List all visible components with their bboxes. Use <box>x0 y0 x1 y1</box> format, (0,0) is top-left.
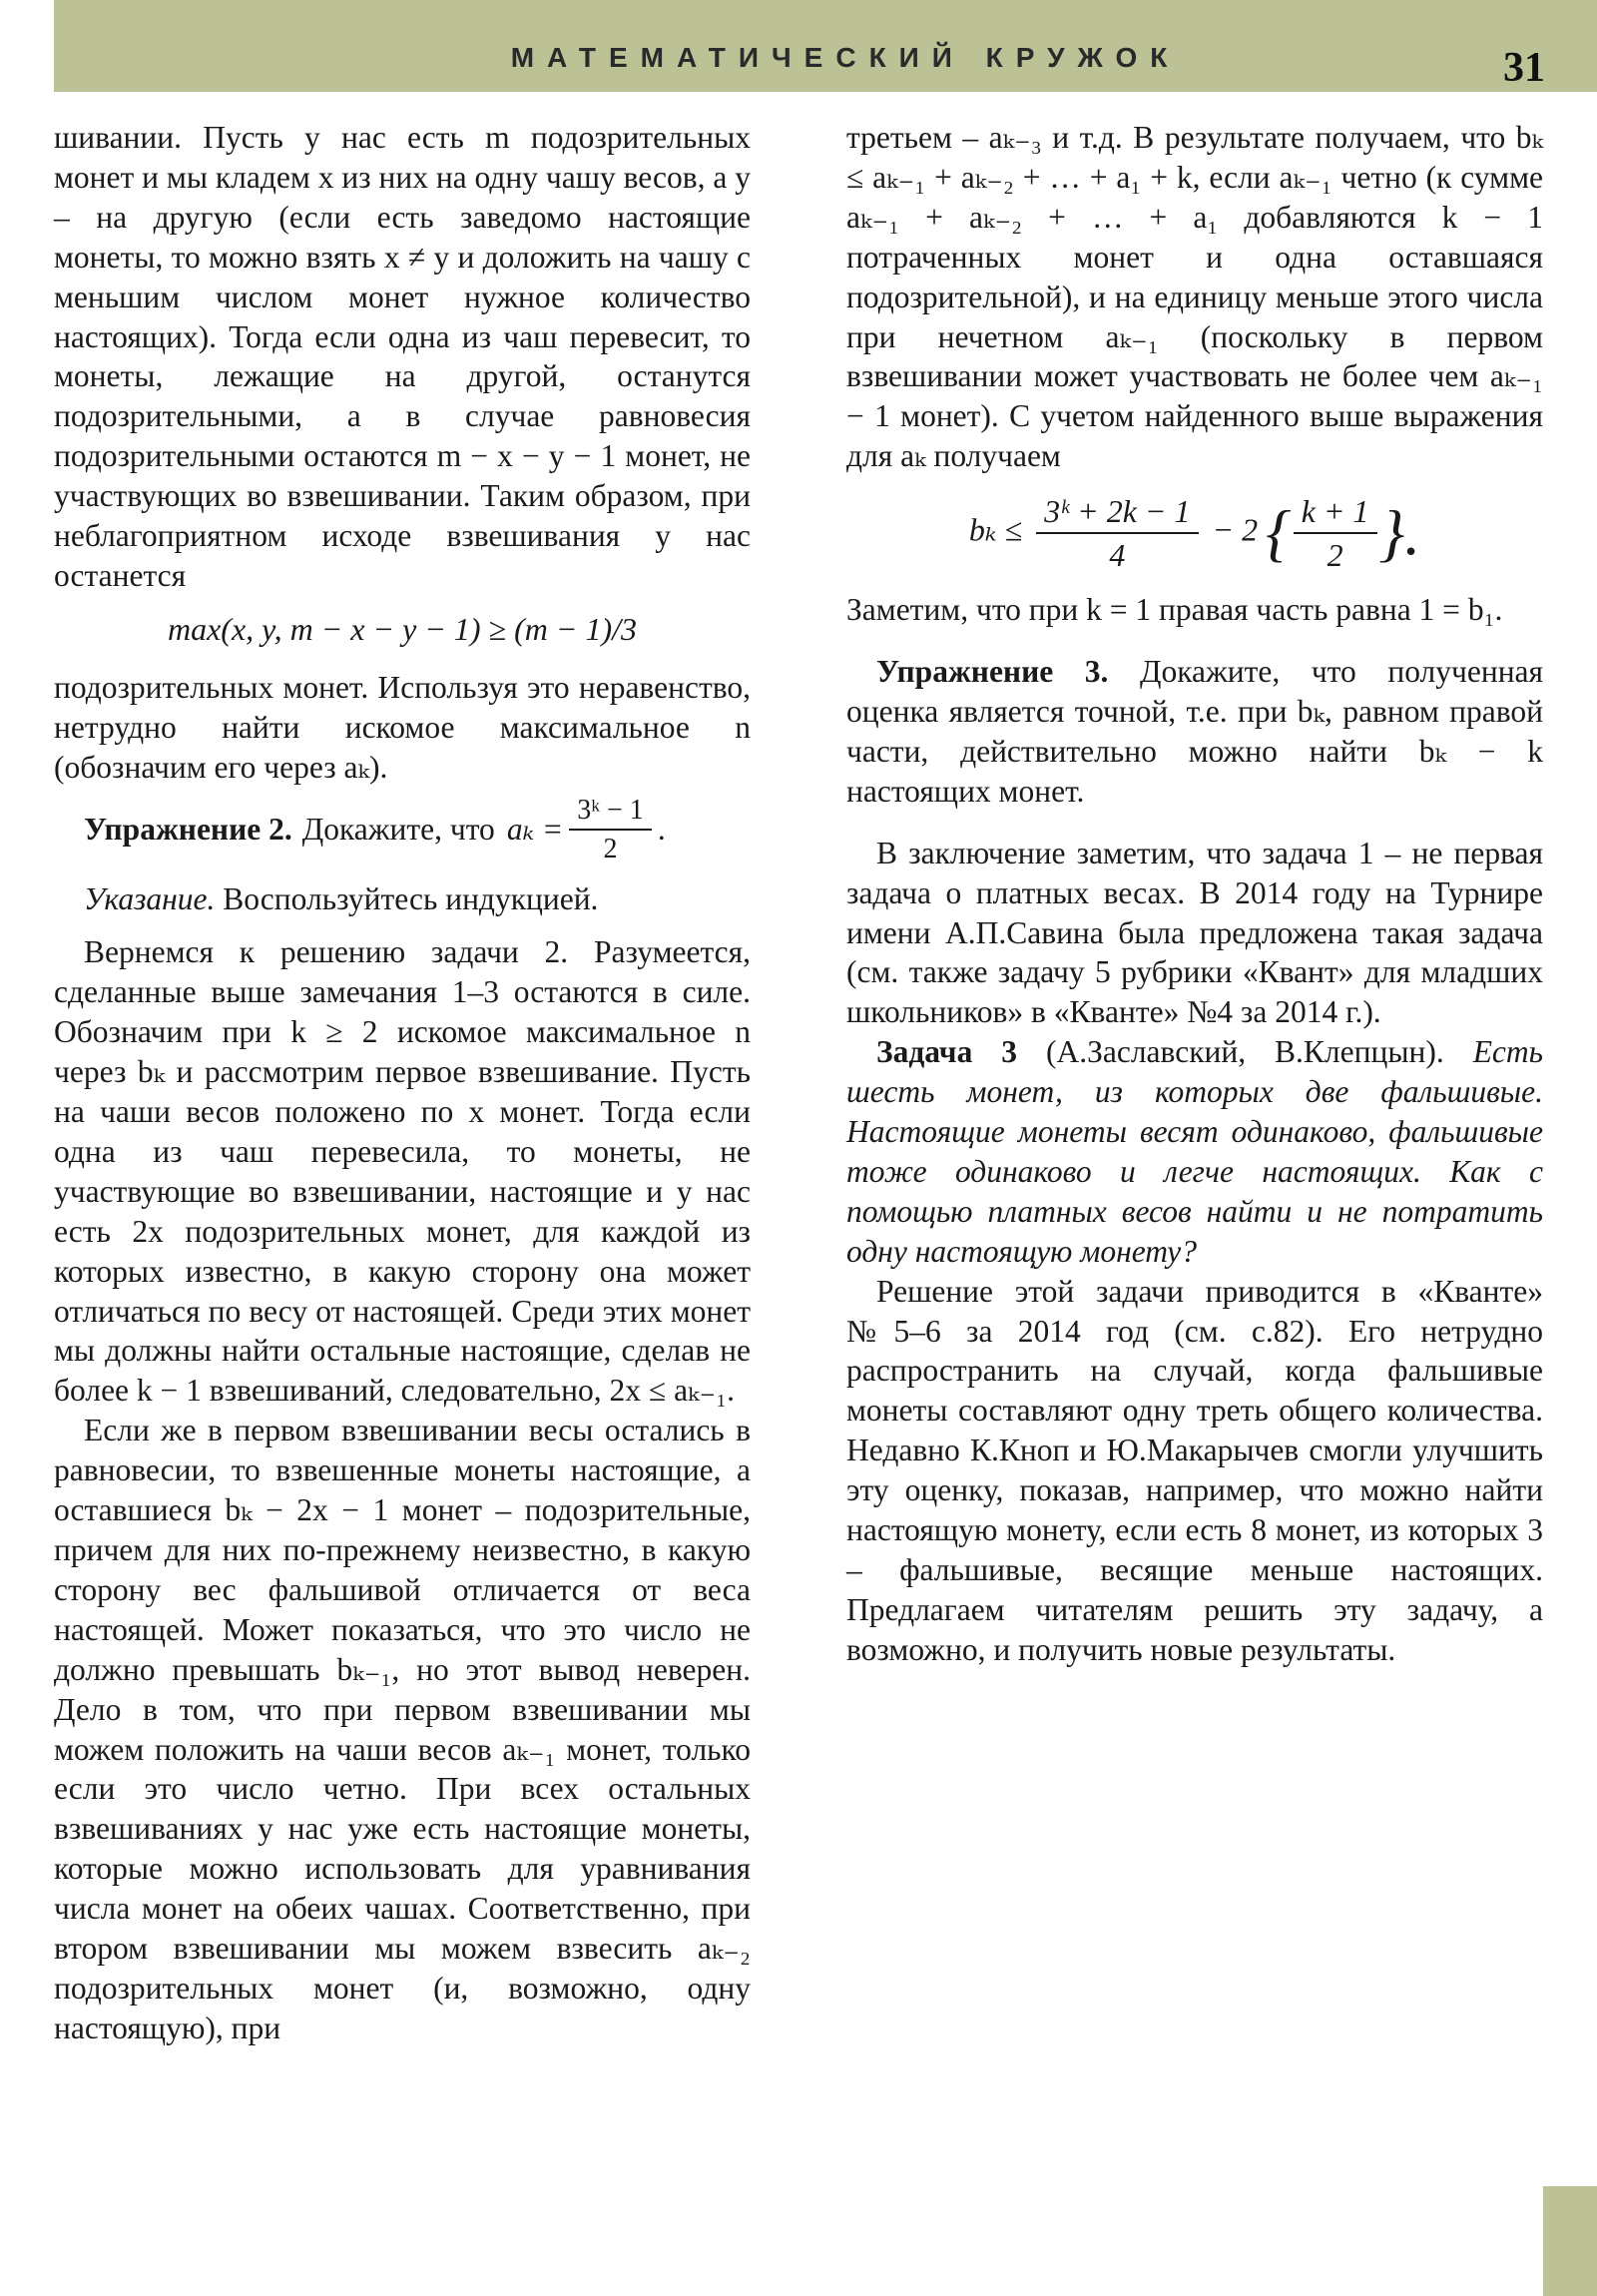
exercise-3 <box>846 652 1543 812</box>
exercise-3-text: Докажите, что полученная оценка является точной, т.е. при bₖ, равном правой части, действительно можно найти bₖ − k настоящих монет. <box>846 654 1544 809</box>
formula-brace-open: { <box>1266 497 1292 569</box>
exercise-2-text: Докажите, что <box>301 811 495 847</box>
exercise-2-label: Упражнение 2. <box>84 811 292 847</box>
right-column <box>846 118 1543 1670</box>
right-paragraph-2: Заметим, что при k = 1 правая часть равна 1 = b₁. <box>846 592 1503 628</box>
exercise-2-lhs: aₖ = <box>506 811 564 847</box>
left-paragraph-1: шивании. Пусть у нас есть m подозрительных монет и мы кладем x из них на одну чашу весов, а y – на другую (если есть заведомо настоящие монеты, то можно взять x ≠ y и доложить на чашу с меньшим числом монет нужное количество настоящих). Тогда если одна из чаш перевесит, то монеты, лежащие на другой, останутся подозрительными, а в случае равновесия подозрительными остаются m − x − y − 1 монет, не участвующих во взвешивании. Таким образом, при неблагоприятном исходе взвешивания у нас останется <box>54 120 752 593</box>
formula-brace-numerator: k + 1 <box>1294 492 1377 534</box>
exercise-3-label: Упражнение 3. <box>876 654 1109 690</box>
formula-max: max(x, y, m − x − y − 1) ≥ (m − 1)/3 <box>167 610 638 647</box>
right-paragraph-1: третьем – aₖ₋₃ и т.д. В результате получаем, что bₖ ≤ aₖ₋₁ + aₖ₋₂ + … + a₁ + k, если aₖ₋₁ четно (к сумме aₖ₋₁ + aₖ₋₂ + … + a₁ добавляются k − 1 потраченных монет и одна оставшаяся подозрительной), и на единицу меньше этого числа при нечетном aₖ₋₁ (поскольку в первом взвешивании может участвовать не более чем aₖ₋₁ − 1 монет). С учетом найденного выше выражения для aₖ получаем <box>846 120 1543 474</box>
right-paragraph-4: Решение этой задачи приводится в «Кванте» №5–6 за 2014 год (см. с.82). Его нетрудно распространить на случай, когда фальшивые монеты составляют одну треть общего количества. Недавно К.Кноп и Ю.Макарычев смогли улучшить эту оценку, показав, например, что можно найти настоящую монету, если есть 8 монет, из которых 3 – фальшивые, весящие меньше настоящих. Предлагаем читателям решить эту задачу, а возможно, и получить новые результаты. <box>846 1273 1543 1667</box>
right-paragraph-3: В заключение заметим, что задача 1 – не первая задача о платных весах. В 2014 году на Турнире имени А.П.Савина была предложена такая задача (см. также задачу 5 рубрики «Квант» для младших школьников» в «Кванте» №4 за 2014 г.). <box>846 835 1543 1030</box>
formula-bk-fraction <box>1036 492 1198 574</box>
formula-bk-minus: − 2 <box>1212 511 1259 548</box>
corner-decoration <box>1543 2186 1597 2296</box>
problem-3-text: Есть шесть монет, из которых две фальшивые. Настоящие монеты весят одинаково, фальшивые тоже одинаково и легче настоящих. Как с помощью платных весов найти и не потратить одну настоящую монету? <box>846 1034 1543 1269</box>
hint-label: Указание. <box>84 880 216 916</box>
exercise-2-fraction <box>569 794 652 865</box>
formula-brace-denominator: 2 <box>1327 537 1343 574</box>
left-column <box>54 118 751 2048</box>
formula-brace-close: }. <box>1378 497 1421 569</box>
formula-bk-numerator: 3ᵏ + 2k − 1 <box>1036 492 1198 534</box>
page-number: 31 <box>1503 45 1545 91</box>
hint <box>54 879 751 919</box>
left-paragraph-4: Если же в первом взвешивании весы остались в равновесии, то взвешенные монеты настоящие, а оставшиеся bₖ − 2x − 1 монет – подозрительные, причем для них по-прежнему неизвестно, в какую сторону вес фальшивой отличается от веса настоящей. Может показаться, что это число не должно превышать bₖ₋₁, но этот вывод неверен. Дело в том, что при первом взвешивании мы можем положить на чаши весов aₖ₋₁ монет, только если это число четно. При всех остальных взвешиваниях у нас уже есть настоящие монеты, которые можно использовать для уравнивания числа монет на обеих чашах. Соответственно, при втором взвешивании мы можем взвесить aₖ₋₂ подозрительных монет (и, возможно, одну настоящую), при <box>54 1413 751 2045</box>
hint-text: Воспользуйтесь индукцией. <box>223 880 599 916</box>
section-title: МАТЕМАТИЧЕСКИЙ КРУЖОК <box>510 42 1181 73</box>
left-paragraph-3: Вернемся к решению задачи 2. Разумеется, сделанные выше замечания 1–3 остаются в силе. Обозначим при k ≥ 2 искомое максимальное n через bₖ и рассмотрим первое взвешивание. Пусть на чаши весов положено по x монет. Тогда если одна из чаш перевесила, то монеты, не участвующие во взвешивании, настоящие и у нас есть 2x подозрительных монет, для каждой из которых известно, в какую сторону она может отличаться по весу от настоящей. Среди этих монет мы должны найти остальные настоящие, сделав не более k − 1 взвешиваний, следовательно, 2x ≤ aₖ₋₁. <box>54 934 751 1409</box>
formula-bk-lhs: bₖ ≤ <box>968 511 1023 548</box>
exercise-2: Упражнение 2. Докажите, что aₖ = $\frac{\text{3ᵏ − 1}}{2}$ . <box>84 794 666 864</box>
formula-bk-denominator: 4 <box>1109 537 1126 574</box>
exercise-2-denominator: 2 <box>603 833 618 864</box>
problem-3-label: Задача 3 <box>876 1034 1018 1070</box>
formula-brace-fraction <box>1294 492 1377 574</box>
header-band <box>54 0 1597 92</box>
formula-bk <box>846 492 1543 574</box>
exercise-2-numerator: 3ᵏ − 1 <box>569 794 652 831</box>
problem-3-authors: (А.Заславский, В.Клепцын). <box>1045 1034 1444 1070</box>
left-paragraph-2: подозрительных монет. Используя это неравенство, нетрудно найти искомое максимальное n (обозначим его через aₖ). <box>54 669 751 785</box>
problem-3 <box>846 1032 1543 1271</box>
